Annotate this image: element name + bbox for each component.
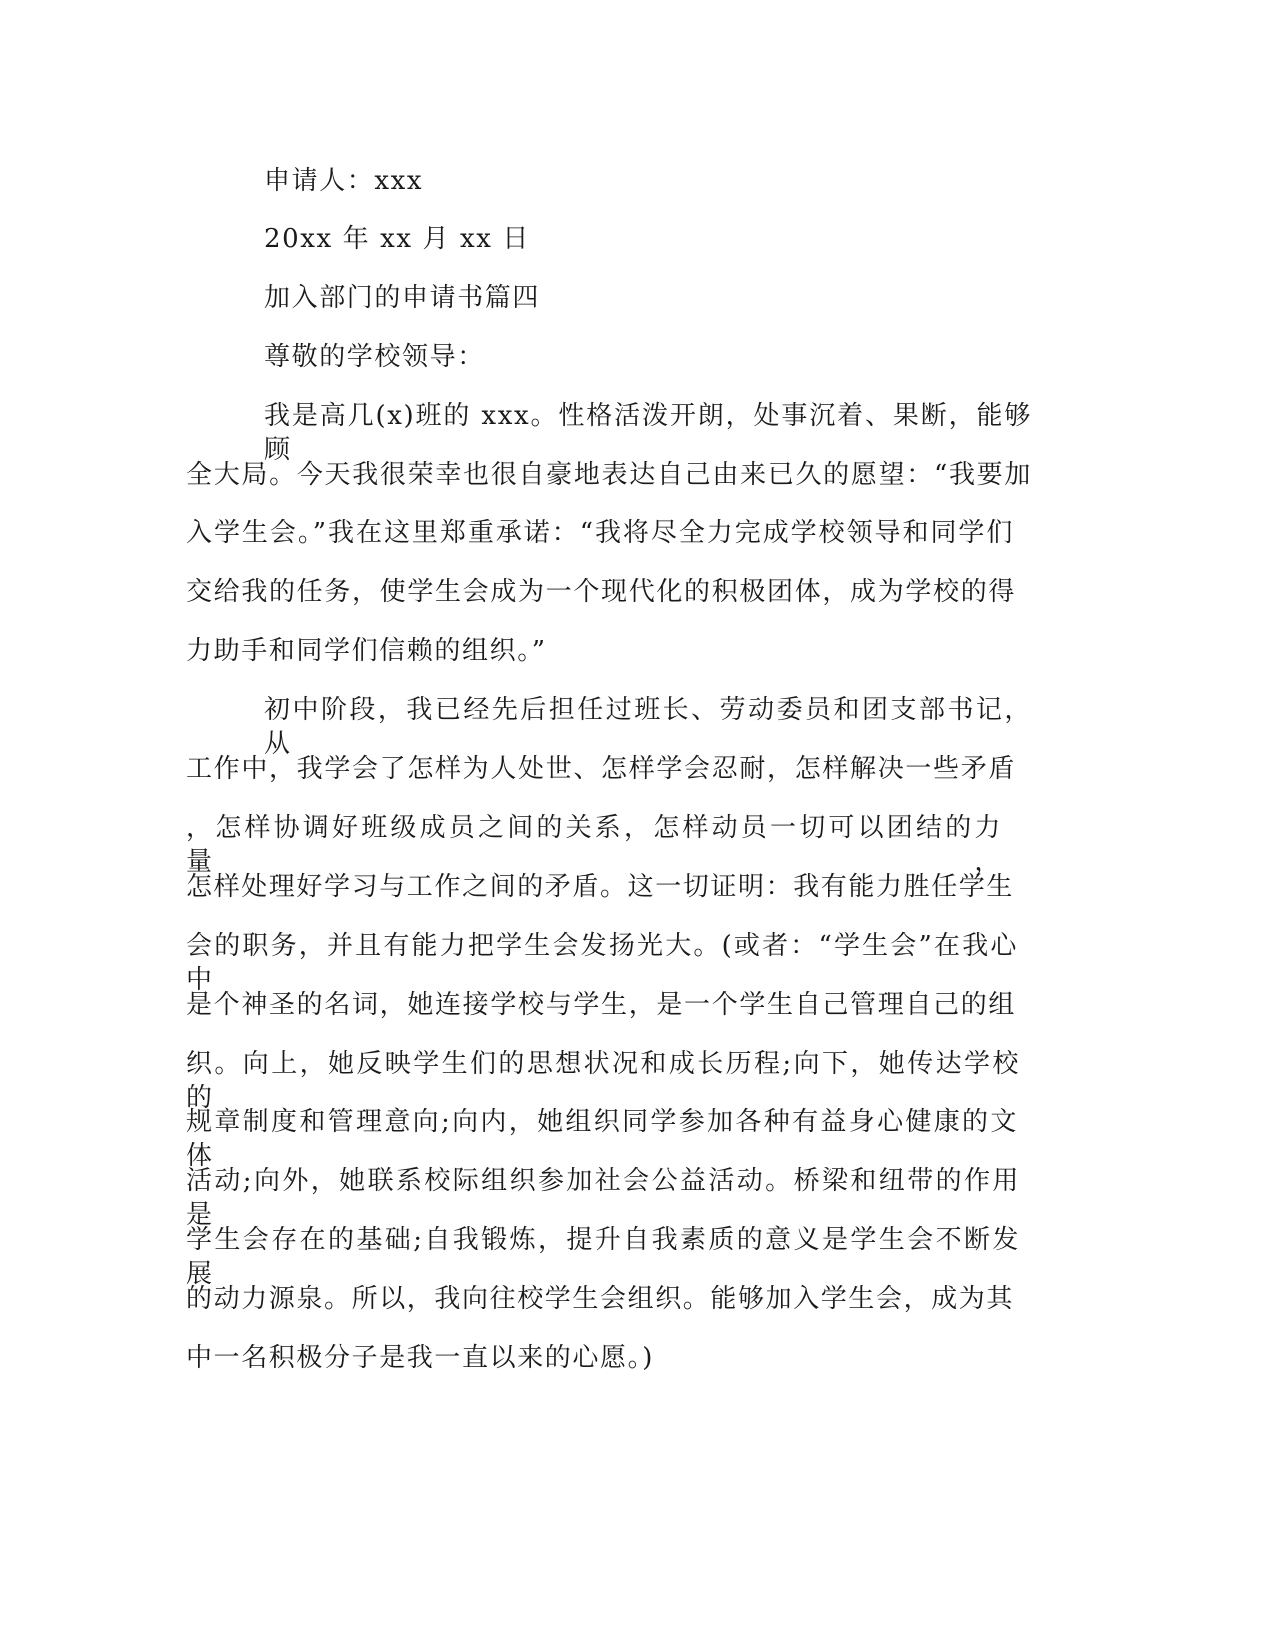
paragraph-line: 学生会存在的基础;自我锻炼，提升自我素质的意义是学生会不断发展 [186,1225,1020,1289]
salutation: 尊敬的学校领导： [264,342,485,372]
paragraph-line: 工作中，我学会了怎样为人处世、怎样学会忍耐，怎样解决一些矛盾 [186,754,1016,784]
paragraph-line: 的动力源泉。所以，我向往校学生会组织。能够加入学生会，成为其 [186,1284,1015,1314]
paragraph-line: 怎样处理好学习与工作之间的矛盾。这一切证明：我有能力胜任学生 [186,872,1015,902]
paragraph-line: 规章制度和管理意向;向内，她组织同学参加各种有益身心健康的文体 [186,1107,1018,1171]
paragraph-line: 织。向上，她反映学生们的思想状况和成长历程;向下，她传达学校的 [186,1049,1020,1113]
paragraph-line: 交给我的任务，使学生会成为一个现代化的积极团体，成为学校的得 [186,577,1016,607]
date-line: 20xx 年 xx 月 xx 日 [264,224,530,254]
paragraph-line: 我是高几(x)班的 xxx。性格活泼开朗，处事沉着、果断，能够顾 [264,401,1032,465]
paragraph-line: ，怎样协调好班级成员之间的关系，怎样动员一切可以团结的力量， [186,813,1002,877]
section-title: 加入部门的申请书篇四 [264,283,541,313]
paragraph-line: 初中阶段，我已经先后担任过班长、劳动委员和团支部书记，从 [264,695,1032,759]
paragraph-line: 全大局。今天我很荣幸也很自豪地表达自己由来已久的愿望：“我要加 [186,460,1032,490]
paragraph-line: 活动;向外，她联系校际组织参加社会公益活动。桥梁和纽带的作用是 [186,1166,1020,1230]
paragraph-line: 会的职务，并且有能力把学生会发扬光大。(或者：“学生会”在我心中 [186,931,1018,995]
paragraph-line: 力助手和同学们信赖的组织。” [186,636,547,666]
paragraph-line: 中一名积极分子是我一直以来的心愿。) [186,1343,654,1373]
paragraph-line: 入学生会。”我在这里郑重承诺：“我将尽全力完成学校领导和同学们 [186,518,1014,548]
paragraph-line: 是个神圣的名词，她连接学校与学生，是一个学生自己管理自己的组 [186,990,1016,1020]
applicant-line: 申请人：xxx [264,166,424,196]
